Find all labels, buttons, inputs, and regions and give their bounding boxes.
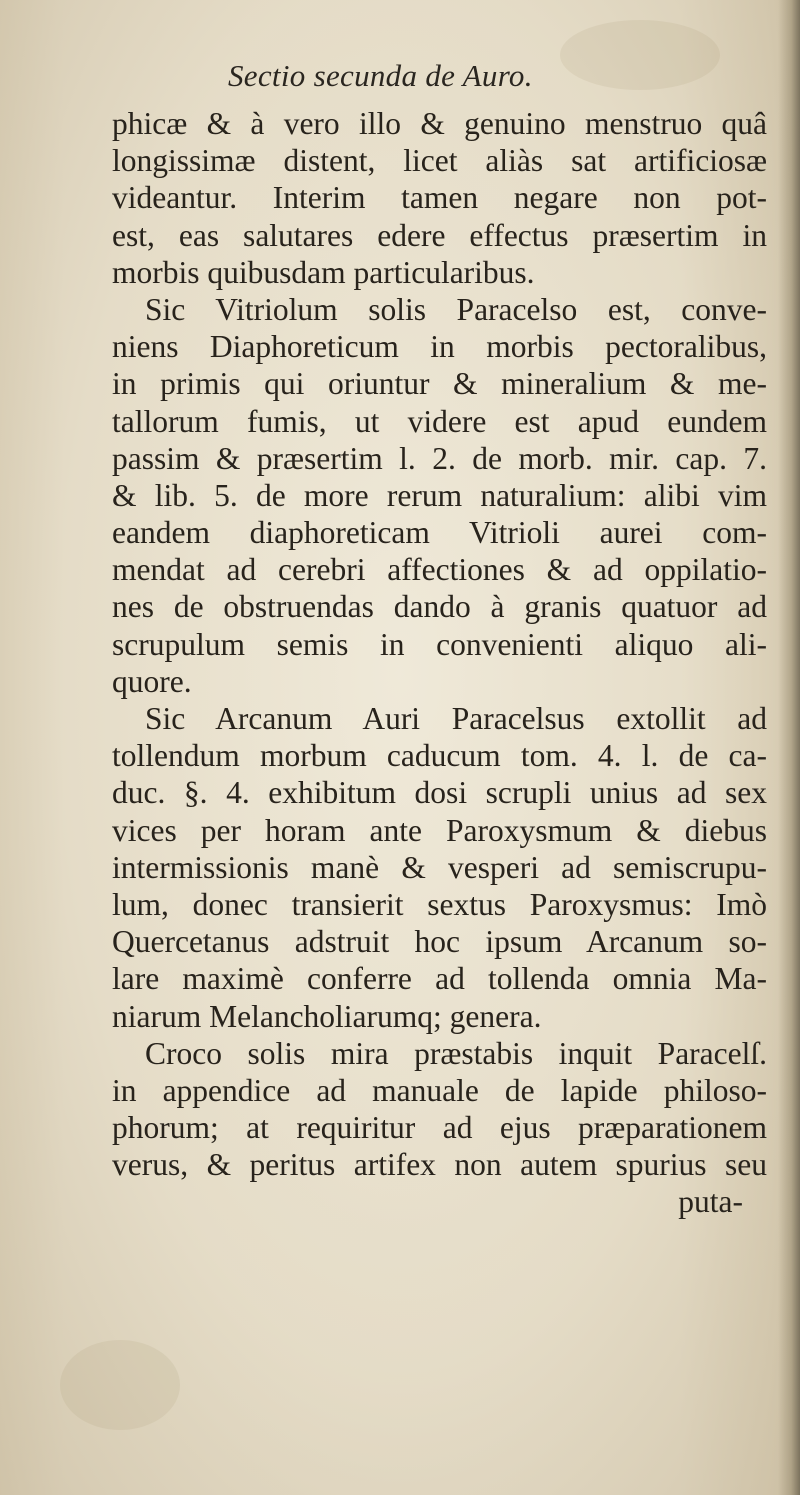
text-line: lum, donec transierit sextus Paroxysmus: Imò: [112, 886, 767, 922]
text-line: scrupulum semis in convenienti aliquo ali-: [112, 626, 767, 662]
text-line: in primis qui oriuntur & mineralium & me-: [112, 366, 767, 402]
text-line: duc. §. 4. exhibitum dosi scrupli unius ad sex: [112, 775, 767, 811]
text-line: niarum Melancholiarumq; genera.: [112, 998, 542, 1034]
running-head: Sectio secunda de Auro.: [228, 58, 533, 93]
body-text: [112, 105, 767, 1221]
paragraph-start-line: Croco solis mira præstabis inquit Paracelſ.: [145, 1035, 767, 1071]
text-line: vices per horam ante Paroxysmum & diebus: [112, 812, 767, 848]
text-line: & lib. 5. de more rerum naturalium: alibi vim: [112, 477, 767, 513]
catchword: puta-: [678, 1184, 743, 1220]
text-line: est, eas salutares edere effectus præsertim in: [112, 217, 767, 253]
text-line: niens Diaphoreticum in morbis pectoralibus,: [112, 329, 767, 365]
text-line: quore.: [112, 663, 192, 699]
text-line: Quercetanus adstruit hoc ipsum Arcanum so-: [112, 924, 767, 960]
text-line: verus, & peritus artifex non autem spurius seu: [112, 1147, 767, 1183]
paper-stain: [60, 1340, 180, 1430]
text-line: phicæ & à vero illo & genuino menstruo quâ: [112, 106, 767, 141]
text-line: intermissionis manè & vesperi ad semiscrupu-: [112, 849, 767, 885]
text-line: phorum; at requiritur ad ejus præparationem: [112, 1110, 767, 1146]
text-line: videantur. Interim tamen negare non pot-: [112, 180, 767, 216]
text-line: tollendum morbum caducum tom. 4. l. de ca-: [112, 738, 767, 774]
page-edge-shadow: [778, 0, 800, 1495]
text-line: lare maximè conferre ad tollenda omnia Ma-: [112, 961, 767, 997]
paragraph-start-line: Sic Arcanum Auri Paracelsus extollit ad: [145, 701, 767, 736]
text-line: mendat ad cerebri affectiones & ad oppilatio-: [112, 552, 767, 588]
text-line: eandem diaphoreticam Vitrioli aurei com-: [112, 515, 767, 551]
text-line: passim & præsertim l. 2. de morb. mir. cap. 7.: [112, 440, 767, 476]
text-line: tallorum fumis, ut videre est apud eundem: [112, 403, 767, 439]
text-line: in appendice ad manuale de lapide philoso-: [112, 1072, 767, 1108]
paragraph-start-line: Sic Vitriolum solis Paracelso est, conve-: [145, 291, 767, 327]
text-line: morbis quibusdam particularibus.: [112, 254, 535, 290]
text-line: nes de obstruendas dando à granis quatuor ad: [112, 589, 767, 625]
text-line: longissimæ distent, licet aliàs sat artificiosæ: [112, 143, 767, 179]
